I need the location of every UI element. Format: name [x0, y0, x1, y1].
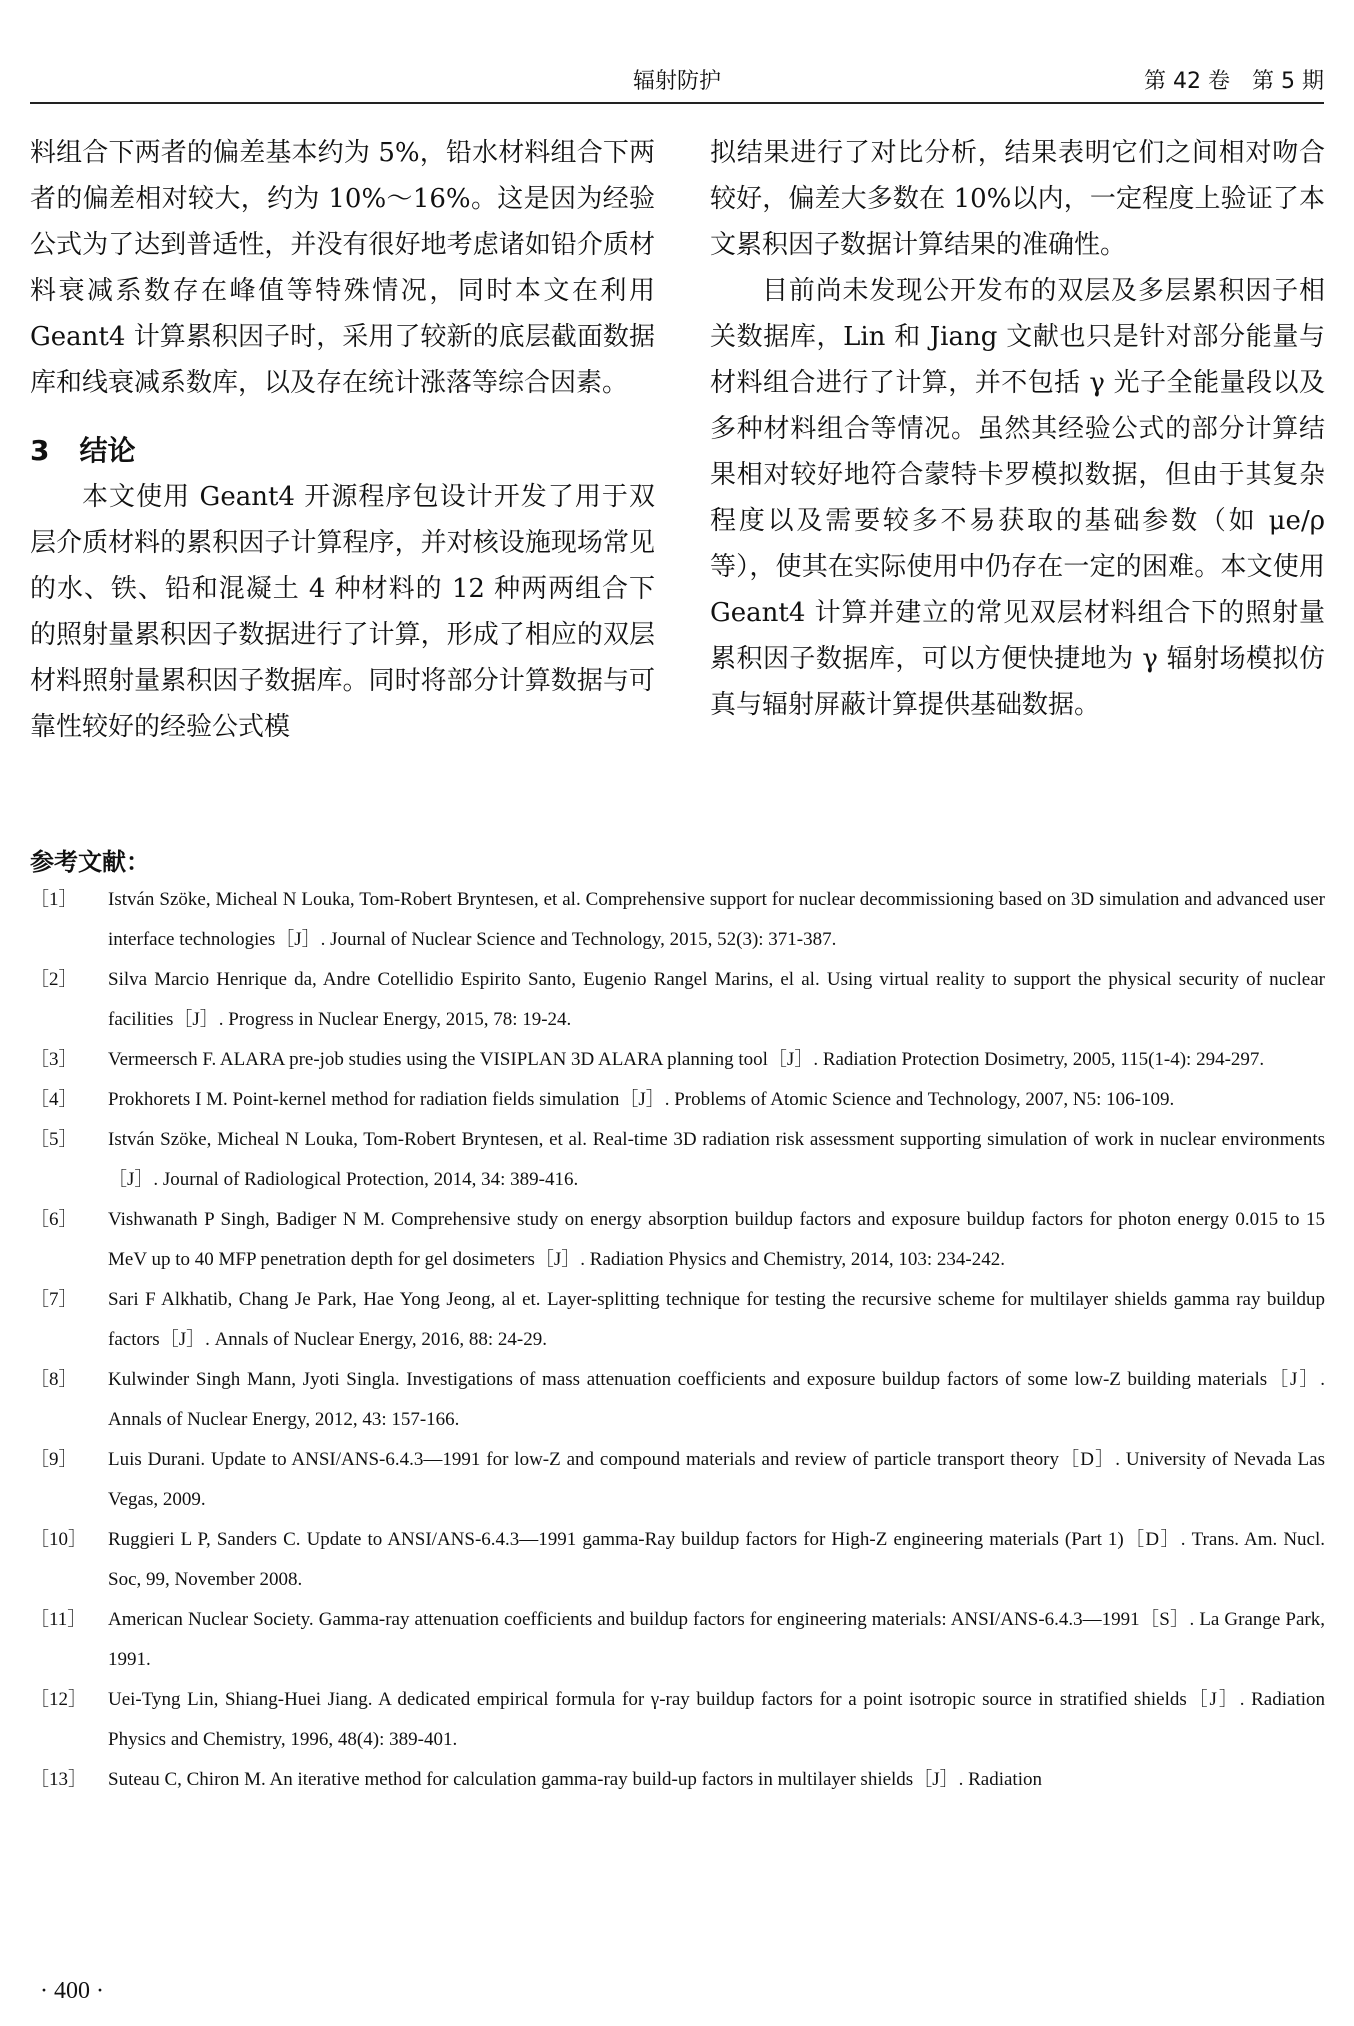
reference-number: ［13］ — [30, 1769, 88, 1790]
reference-text: Prokhorets I M. Point-kernel method for radiation fields simulation［J］. Problems of Atomic Science and Technology, 2007, N5: 106-109. — [108, 1089, 1175, 1110]
reference-number: ［1］ — [30, 889, 78, 910]
reference-item — [30, 1280, 1325, 1360]
reference-number: ［10］ — [30, 1529, 88, 1550]
reference-text: Luis Durani. Update to ANSI/ANS-6.4.3—1991 for low-Z and compound materials and review of particle transport theory［D］. University of Nevada Las Vegas, 2009. — [108, 1449, 1325, 1510]
reference-text: American Nuclear Society. Gamma-ray attenuation coefficients and buildup factors for engineering materials: ANSI/ANS-6.4.3—1991［S］. La Grange Park, 1991. — [108, 1609, 1325, 1670]
section-heading — [30, 428, 655, 474]
reference-text: Suteau C, Chiron M. An iterative method for calculation gamma-ray build-up factors in multilayer shields［J］. Radiation — [108, 1769, 1042, 1790]
reference-number: ［2］ — [30, 969, 78, 990]
reference-text: Uei-Tyng Lin, Shiang-Huei Jiang. A dedicated empirical formula for γ-ray buildup factors for a point isotropic source in stratified shields［J］. Radiation Physics and Chemistry, 1996, 48(4): 389-401. — [108, 1689, 1325, 1750]
reference-text: Sari F Alkhatib, Chang Je Park, Hae Yong Jeong, al et. Layer-splitting technique for testing the recursive scheme for multilayer shields gamma ray buildup factors［J］. Annals of Nuclear Energy, 2016, 88: 24-29. — [108, 1289, 1325, 1350]
volume-issue: 第 42 卷 第 5 期 — [1144, 69, 1324, 94]
left-paragraph-1: 料组合下两者的偏差基本约为 5%，铅水材料组合下两者的偏差相对较大，约为 10%～16%。这是因为经验公式为了达到普适性，并没有很好地考虑诸如铅介质材料衰减系数存在峰值等特殊情况，同时本文在利用 Geant4 计算累积因子时，采用了较新的底层截面数据库和线衰减系数库，以及存在统计涨落等综合因素。 — [30, 138, 655, 398]
reference-number: ［4］ — [30, 1089, 78, 1110]
reference-number: ［8］ — [30, 1369, 78, 1390]
reference-number: ［12］ — [30, 1689, 88, 1710]
reference-item — [30, 1600, 1325, 1680]
reference-item — [30, 1440, 1325, 1520]
running-header — [30, 62, 1324, 104]
reference-text: Vishwanath P Singh, Badiger N M. Comprehensive study on energy absorption buildup factors and exposure buildup factors for photon energy 0.015 to 15 MeV up to 40 MFP penetration depth for gel dosimeters［J］. Radiation Physics and Chemistry, 2014, 103: 234-242. — [108, 1209, 1325, 1270]
right-paragraph-2: 目前尚未发现公开发布的双层及多层累积因子相关数据库，Lin 和 Jiang 文献也只是针对部分能量与材料组合进行了计算，并不包括 γ 光子全能量段以及多种材料组合等情况。虽然其经验公式的部分计算结果相对较好地符合蒙特卡罗模拟数据，但由于其复杂程度以及需要较多不易获取的基础参数（如 μe/ρ 等），使其在实际使用中仍存在一定的困难。本文使用 Geant4 计算并建立的常见双层材料组合下的照射量累积因子数据库，可以方便快捷地为 γ 辐射场模拟仿真与辐射屏蔽计算提供基础数据。 — [710, 276, 1325, 720]
reference-number: ［5］ — [30, 1129, 78, 1150]
reference-number: ［6］ — [30, 1209, 78, 1230]
right-paragraph-1: 拟结果进行了对比分析，结果表明它们之间相对吻合较好，偏差大多数在 10%以内，一定程度上验证了本文累积因子数据计算结果的准确性。 — [710, 138, 1325, 260]
references-title: 参考文献： — [30, 848, 150, 876]
reference-item — [30, 1080, 1325, 1120]
reference-item — [30, 1040, 1325, 1080]
journal-name: 辐射防护 — [632, 69, 721, 94]
reference-item — [30, 1200, 1325, 1280]
left-paragraph-2: 本文使用 Geant4 开源程序包设计开发了用于双层介质材料的累积因子计算程序，并对核设施现场常见的水、铁、铅和混凝土 4 种材料的 12 种两两组合下的照射量累积因子数据进行了计算，形成了相应的双层材料照射量累积因子数据库。同时将部分计算数据与可靠性较好的经验公式模 — [30, 482, 655, 742]
reference-text: Ruggieri L P, Sanders C. Update to ANSI/ANS-6.4.3—1991 gamma-Ray buildup factors for High-Z engineering materials (Part 1)［D］. Trans. Am. Nucl. Soc, 99, November 2008. — [108, 1529, 1325, 1590]
reference-text: Vermeersch F. ALARA pre-job studies using the VISIPLAN 3D ALARA planning tool［J］. Radiation Protection Dosimetry, 2005, 115(1-4): 294-297. — [108, 1049, 1265, 1070]
page-number: · 400 · — [40, 1978, 104, 2004]
reference-number: ［3］ — [30, 1049, 78, 1070]
references-list — [30, 880, 1325, 1800]
section-title: 结论 — [79, 434, 136, 467]
section-number: 3 — [30, 434, 50, 467]
reference-text: István Szöke, Micheal N Louka, Tom-Robert Bryntesen, et al. Real-time 3D radiation risk assessment supporting simulation of work in nuclear environments［J］. Journal of Radiological Protection, 2014, 34: 389-416. — [108, 1129, 1325, 1190]
reference-item — [30, 880, 1325, 960]
reference-text: Silva Marcio Henrique da, Andre Cotellidio Espirito Santo, Eugenio Rangel Marins, el al. Using virtual reality to support the physical security of nuclear facilities［J］. Progress in Nuclear Energy, 2015, 78: 19-24. — [108, 969, 1325, 1030]
reference-item — [30, 1360, 1325, 1440]
reference-number: ［11］ — [30, 1609, 87, 1630]
reference-text: Kulwinder Singh Mann, Jyoti Singla. Investigations of mass attenuation coefficients and exposure buildup factors of some low-Z building materials［J］. Annals of Nuclear Energy, 2012, 43: 157-166. — [108, 1369, 1325, 1430]
reference-item — [30, 1680, 1325, 1760]
left-column — [30, 130, 655, 750]
reference-item — [30, 960, 1325, 1040]
reference-item — [30, 1120, 1325, 1200]
reference-item — [30, 1760, 1325, 1800]
reference-text: István Szöke, Micheal N Louka, Tom-Robert Bryntesen, et al. Comprehensive support for nuclear decommissioning based on 3D simulation and advanced user interface technologies［J］. Journal of Nuclear Science and Technology, 2015, 52(3): 371-387. — [108, 889, 1325, 950]
reference-number: ［7］ — [30, 1289, 78, 1310]
right-column — [710, 130, 1325, 728]
reference-number: ［9］ — [30, 1449, 78, 1470]
reference-item — [30, 1520, 1325, 1600]
